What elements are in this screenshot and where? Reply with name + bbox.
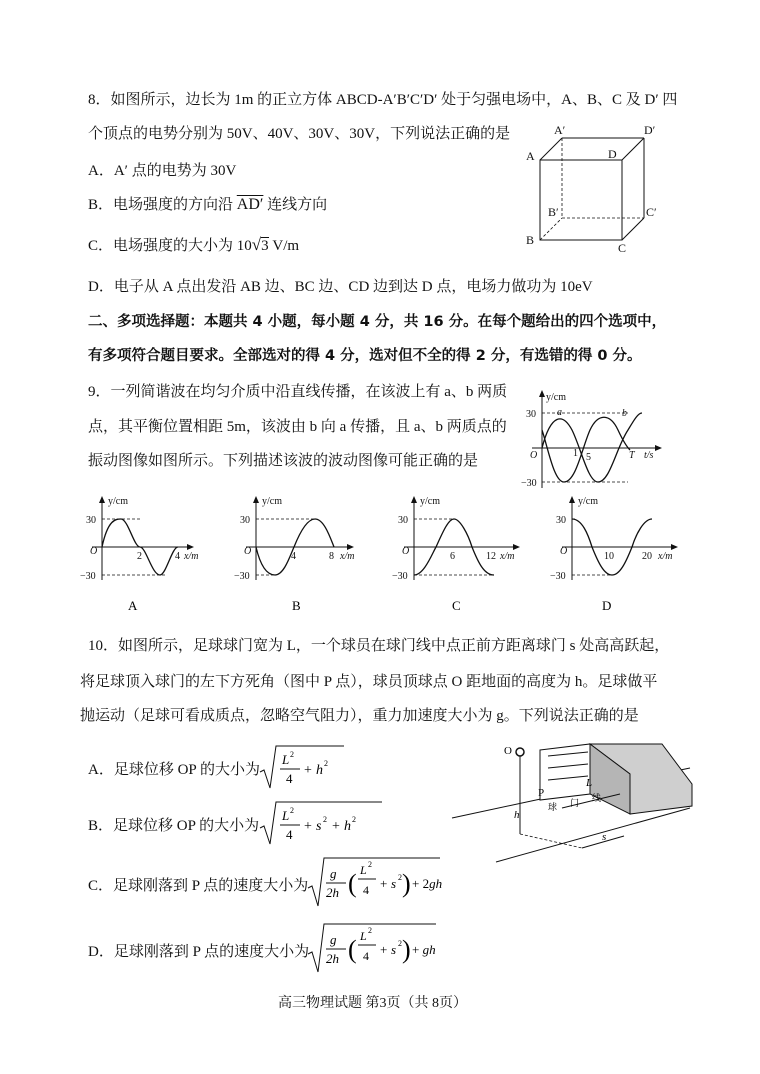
svg-text:2: 2 xyxy=(323,815,327,824)
q10-stem-line1: 10．如图所示，足球球门宽为 L，一个球员在球门线中点正前方距离球门 s 处高高跃起， xyxy=(88,638,670,654)
svg-text:−30: −30 xyxy=(392,571,408,582)
q9-stem-line1: 9．一列简谐波在均匀介质中沿直线传播，在该波上有 a、b 两质 xyxy=(88,384,508,400)
svg-text:−30: −30 xyxy=(521,478,537,489)
svg-text:(: ( xyxy=(348,869,357,898)
svg-text:L: L xyxy=(360,929,367,943)
svg-text:g: g xyxy=(330,932,337,947)
svg-text:x/m: x/m xyxy=(340,551,355,562)
option-letter-d: D xyxy=(602,598,612,613)
svg-text:s: s xyxy=(316,819,322,834)
svg-text:30: 30 xyxy=(526,409,536,420)
q10-option-b: B．足球位移 OP 的大小为 xyxy=(88,818,260,834)
goal-figure xyxy=(452,738,692,868)
svg-text:+ gh: + gh xyxy=(412,942,436,957)
svg-text:y/cm: y/cm xyxy=(420,496,440,507)
svg-text:a: a xyxy=(557,407,562,418)
wave-graph-d xyxy=(550,494,686,614)
svg-text:): ) xyxy=(402,935,411,964)
svg-text:2: 2 xyxy=(137,551,142,562)
svg-text:+: + xyxy=(380,942,388,957)
q10-option-d-formula xyxy=(306,920,446,976)
q8-option-b: B．电场强度的方向沿 AD′ 连线方向 xyxy=(88,196,328,213)
cube-label-d: D xyxy=(608,147,617,161)
svg-text:+: + xyxy=(332,819,340,834)
option-letter-c: C xyxy=(452,598,461,613)
vector-ad: AD′ xyxy=(236,196,264,213)
vibration-graph xyxy=(518,388,668,490)
cube-label-c: C xyxy=(618,241,627,255)
goal-line-label-1: 球 xyxy=(548,802,558,812)
svg-text:): ) xyxy=(402,869,411,898)
svg-text:−30: −30 xyxy=(234,571,250,582)
svg-text:1: 1 xyxy=(573,448,578,459)
point-o-label: O xyxy=(504,745,512,757)
svg-text:O: O xyxy=(244,546,252,557)
svg-text:L: L xyxy=(282,752,290,767)
svg-text:O: O xyxy=(402,546,410,557)
svg-text:2: 2 xyxy=(398,939,402,948)
svg-text:2: 2 xyxy=(368,860,372,869)
section2-title-line1: 二、多项选择题：本题共 4 小题，每小题 4 分，共 16 分。在每个题给出的四个选项中， xyxy=(88,314,667,330)
page-footer: 高三物理试题 第3页（共 8页） xyxy=(278,996,467,1011)
svg-text:30: 30 xyxy=(86,515,96,526)
svg-text:−30: −30 xyxy=(80,571,96,582)
svg-text:y/cm: y/cm xyxy=(546,392,566,403)
svg-text:12: 12 xyxy=(486,551,496,562)
svg-text:s: s xyxy=(391,942,397,957)
q10-option-b-formula xyxy=(258,798,388,848)
svg-text:y/cm: y/cm xyxy=(108,496,128,507)
svg-text:x/m: x/m xyxy=(184,551,199,562)
svg-text:4: 4 xyxy=(175,551,180,562)
cube-label-c1: C′ xyxy=(646,205,657,219)
svg-text:+: + xyxy=(304,763,312,778)
svg-text:x/m: x/m xyxy=(658,551,673,562)
svg-text:+: + xyxy=(380,876,388,891)
q10-option-a: A．足球位移 OP 的大小为 xyxy=(88,762,260,778)
width-l-label: L xyxy=(586,777,593,789)
cube-label-d1: D′ xyxy=(644,123,656,137)
svg-text:30: 30 xyxy=(556,515,566,526)
q10-stem-line2: 将足球顶入球门的左下方死角（图中 P 点），球员顶球点 O 距地面的高度为 h。足球做平 xyxy=(80,674,658,690)
svg-text:s: s xyxy=(391,876,397,891)
svg-text:2: 2 xyxy=(290,806,294,815)
svg-text:30: 30 xyxy=(398,515,408,526)
svg-text:h: h xyxy=(344,819,351,834)
svg-text:6: 6 xyxy=(450,551,455,562)
q8-option-d: D．电子从 A 点出发沿 AB 边、BC 边、CD 边到达 D 点，电场力做功为 10eV xyxy=(88,279,593,295)
q8-option-a: A．A′ 点的电势为 30V xyxy=(88,163,237,179)
q8-stem-line2: 个顶点的电势分别为 50V、40V、30V、30V，下列说法正确的是 xyxy=(88,126,511,142)
svg-text:4: 4 xyxy=(286,771,293,786)
svg-text:20: 20 xyxy=(642,551,652,562)
svg-text:2h: 2h xyxy=(326,951,339,966)
svg-text:4: 4 xyxy=(363,883,369,897)
cube-label-a: A xyxy=(526,149,535,163)
wave-graph-b xyxy=(234,494,360,614)
svg-text:2: 2 xyxy=(324,759,328,768)
q8-option-c: C．电场强度的大小为 10√3 V/m xyxy=(88,235,300,254)
point-p-label: P xyxy=(538,787,545,799)
wave-graph-a xyxy=(80,494,199,614)
svg-text:30: 30 xyxy=(240,515,250,526)
q9-stem-line2: 点，其平衡位置相距 5m，该波由 b 向 a 传播，且 a、b 两质点的 xyxy=(88,419,507,435)
svg-text:4: 4 xyxy=(286,827,293,842)
svg-text:x/m: x/m xyxy=(500,551,515,562)
q10-option-a-formula xyxy=(258,742,348,792)
svg-text:L: L xyxy=(360,863,367,877)
svg-text:5: 5 xyxy=(586,452,591,463)
svg-text:t/s: t/s xyxy=(644,450,654,461)
height-h-label: h xyxy=(514,809,520,821)
cube-label-a1: A′ xyxy=(554,123,566,137)
q10-option-d: D．足球刚落到 P 点的速度大小为 xyxy=(88,944,310,960)
cube-figure xyxy=(520,118,660,253)
option-letter-b: B xyxy=(292,598,301,613)
svg-text:−30: −30 xyxy=(550,571,566,582)
svg-text:8: 8 xyxy=(329,551,334,562)
section2-title-line2: 有多项符合题目要求。全部选对的得 4 分，选对但不全的得 2 分，有选错的得 0 分。 xyxy=(88,348,642,364)
svg-text:O: O xyxy=(530,450,538,461)
svg-text:(: ( xyxy=(348,935,357,964)
svg-text:10: 10 xyxy=(604,551,614,562)
svg-text:4: 4 xyxy=(291,551,296,562)
svg-text:y/cm: y/cm xyxy=(578,496,598,507)
option-letter-a: A xyxy=(128,598,138,613)
q10-option-c-formula xyxy=(306,854,446,910)
svg-text:y/cm: y/cm xyxy=(262,496,282,507)
goal-line-label-2: 门 xyxy=(570,798,580,808)
svg-text:b: b xyxy=(622,408,627,419)
goal-line-label-3: 线 xyxy=(592,793,602,803)
svg-text:+ 2gh: + 2gh xyxy=(412,876,443,891)
cube-label-b1: B′ xyxy=(548,205,559,219)
svg-text:2: 2 xyxy=(290,750,294,759)
q10-stem-line3: 抛运动（足球可看成质点，忽略空气阻力），重力加速度大小为 g。下列说法正确的是 xyxy=(80,708,639,724)
svg-text:L: L xyxy=(282,808,290,823)
svg-text:O: O xyxy=(90,546,98,557)
distance-s-label: s xyxy=(602,831,607,843)
svg-text:+: + xyxy=(304,819,312,834)
svg-text:O: O xyxy=(560,546,568,557)
cube-label-b: B xyxy=(526,233,535,247)
q9-stem-line3: 振动图像如图所示。下列描述该波的波动图像可能正确的是 xyxy=(88,453,479,469)
svg-text:T: T xyxy=(629,450,635,461)
svg-text:2: 2 xyxy=(368,926,372,935)
svg-text:g: g xyxy=(330,866,337,881)
q8-stem-line1: 8．如图所示，边长为 1m 的正立方体 ABCD-A′B′C′D′ 处于匀强电场中，A、B、C 及 D′ 四 xyxy=(88,92,678,108)
svg-text:h: h xyxy=(316,763,323,778)
svg-text:2: 2 xyxy=(352,815,356,824)
q10-option-c: C．足球刚落到 P 点的速度大小为 xyxy=(88,878,309,894)
wave-graph-c xyxy=(392,494,528,614)
svg-text:2h: 2h xyxy=(326,885,339,900)
svg-text:2: 2 xyxy=(398,873,402,882)
svg-text:4: 4 xyxy=(363,949,369,963)
